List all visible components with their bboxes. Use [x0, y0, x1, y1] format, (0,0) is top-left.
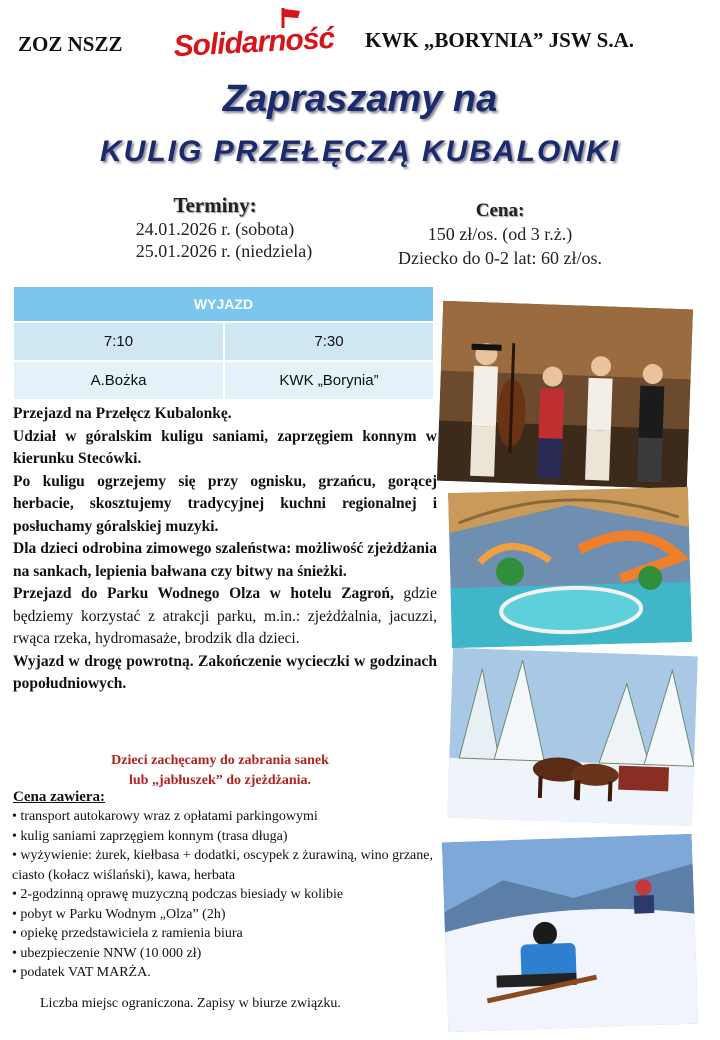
water-park-photo	[448, 487, 692, 648]
desc-paragraph: Dla dzieci odrobina zimowego szaleństwa: możliwość zjeżdżania na sankach, lepienia bałwana czy bitwy na śnieżki.	[13, 540, 437, 580]
invite-title: Zapraszamy na	[222, 78, 498, 120]
mine-name: KWK „BORYNIA” JSW S.A.	[365, 28, 635, 52]
includes-item: • podatek VAT MARŻA.	[12, 963, 442, 983]
price-line: Dziecko do 0-2 lat: 60 zł/os.	[398, 248, 602, 268]
kids-note-line: lub „jabłuszek” do zjeżdżania.	[128, 773, 311, 788]
departure-time: 7:30	[224, 322, 434, 361]
departure-time: 7:10	[13, 322, 224, 361]
union-name: ZOZ NSZZ	[18, 32, 123, 56]
term-date: 25.01.2026 r. (niedziela)	[135, 241, 313, 261]
highlander-band-photo	[437, 301, 693, 490]
kids-note-line: Dzieci zachęcamy do zabrania sanek	[111, 753, 329, 768]
trip-description	[13, 403, 437, 696]
includes-title: Cena zawiera:	[13, 789, 106, 805]
includes-item: • 2-godzinną oprawę muzyczną podczas biesiady w kolibie	[12, 885, 442, 905]
departure-place: A.Bożka	[13, 361, 224, 400]
desc-paragraph: Udział w góralskim kuligu saniami, zaprzęgiem konnym w kierunku Stecówki.	[13, 427, 437, 467]
desc-paragraph: Przejazd na Przełęcz Kubalonkę.	[13, 405, 232, 422]
solidarnosc-logo	[165, 6, 343, 64]
price-block	[370, 200, 630, 270]
terms-label: Terminy:	[173, 193, 257, 217]
desc-paragraph: gdzie będziemy korzystać z atrakcji parku, m.in.: zjeżdżalnia, jacuzzi, rwąca rzeka, hydromasaże, brodzik dla dzieci.	[13, 585, 437, 647]
departure-place: KWK „Borynia”	[224, 361, 434, 400]
includes-item: • ubezpieczenie NNW (10 000 zł)	[12, 944, 442, 964]
departure-header: WYJAZD	[13, 286, 434, 322]
includes-item: • pobyt w Parku Wodnym „Olza” (2h)	[12, 905, 442, 925]
includes-item: • wyżywienie: żurek, kiełbasa + dodatki, oscypek z żurawiną, wino grzane, ciasto (kołacz wiślański), kawa, herbata	[12, 846, 442, 885]
desc-paragraph: Po kuligu ogrzejemy się przy ognisku, grzańcu, gorącej herbacie, skosztujemy tradycyjnej kuchni regionalnej i posłuchamy góralskiej muzyki.	[13, 472, 437, 535]
event-title: KULIG PRZEŁĘCZĄ KUBALONKI	[100, 135, 620, 168]
desc-paragraph: Przejazd do Parku Wodnego Olza w hotelu Zagroń,	[13, 585, 394, 602]
terms-block	[100, 193, 330, 262]
horse-sleigh-photo	[447, 648, 698, 826]
sledding-photo	[442, 834, 698, 1033]
term-date: 24.01.2026 r. (sobota)	[135, 219, 295, 239]
footer-note: Liczba miejsc ograniczona. Zapisy w biurze związku.	[40, 996, 341, 1011]
price-line: 150 zł/os. (od 3 r.ż.)	[427, 224, 573, 244]
desc-paragraph: Wyjazd w drogę powrotną. Zakończenie wycieczki w godzinach popołudniowych.	[13, 652, 437, 692]
departure-table	[12, 285, 435, 401]
price-label: Cena:	[475, 200, 525, 221]
includes-item: • transport autokarowy wraz z opłatami parkingowymi	[12, 807, 442, 827]
includes-item: • opiekę przedstawiciela z ramienia biura	[12, 924, 442, 944]
includes-item: • kulig saniami zaprzęgiem konnym (trasa długa)	[12, 827, 442, 847]
kids-note	[50, 751, 390, 791]
svg-text:Solidarność: Solidarność	[172, 21, 335, 64]
includes-list	[12, 807, 442, 983]
